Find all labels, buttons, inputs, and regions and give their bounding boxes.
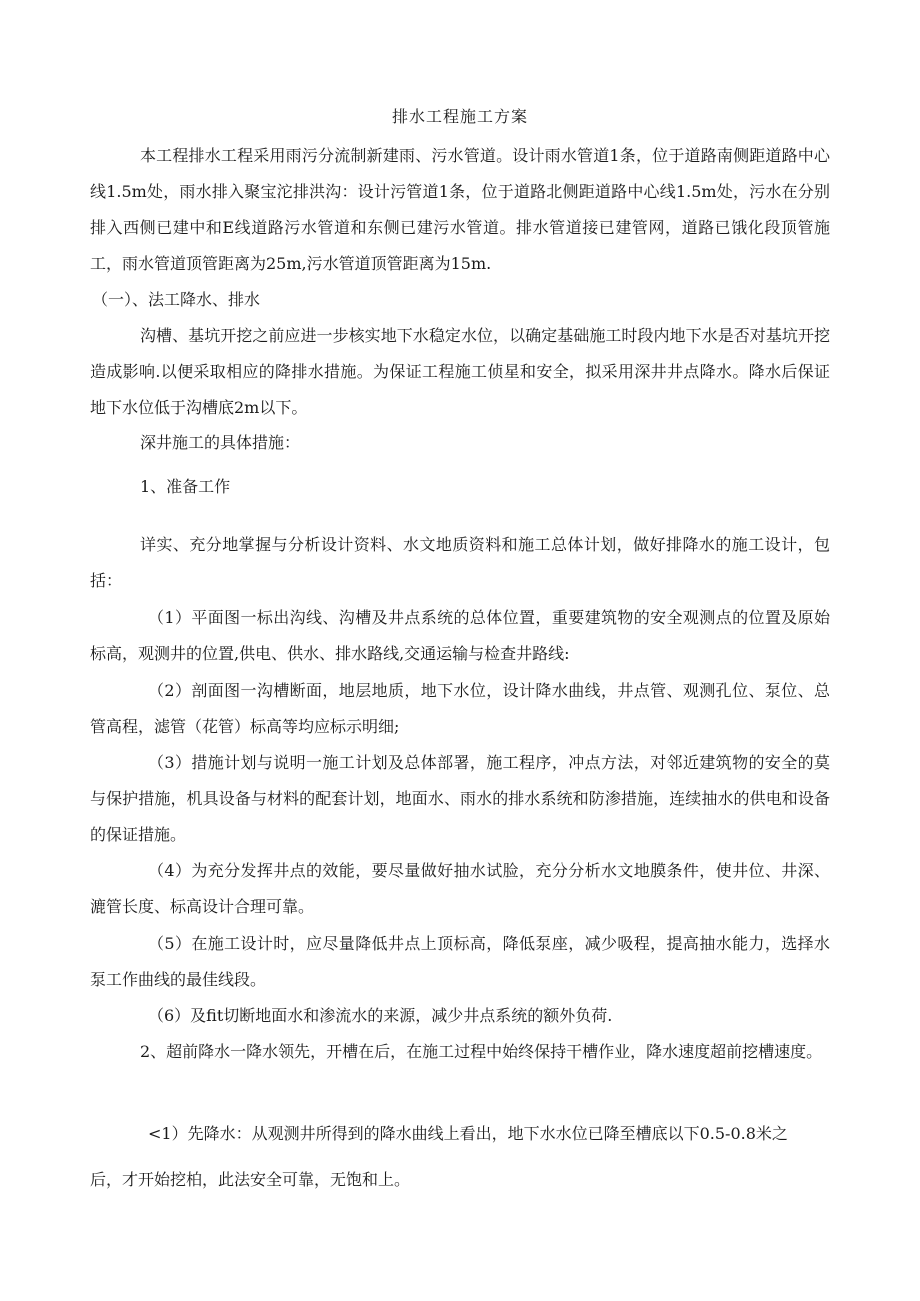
step2-item1-line2: 后，才开始挖柏，此法安全可靠，无饱和上。	[90, 1170, 411, 1189]
list-item: （5）在施工设计时，应尽量降低井点上顶标高，降低泵座，减少吸程，提高抽水能力，选择水泵工作曲线的最佳线段。	[90, 934, 830, 989]
step1-paragraph: 详实、充分地掌握与分析设计资料、水文地质资料和施工总体计划，做好排降水的施工设计，包括：	[90, 535, 830, 590]
deep-well-heading: 深井施工的具体措施：	[140, 433, 301, 452]
step2-paragraph: 2、超前降水一降水领先，开槽在后，在施工过程中始终保持干槽作业，降水速度超前挖槽速度。	[140, 1042, 823, 1061]
section1-paragraph: 沟槽、基坑开挖之前应进一步核实地下水稳定水位，以确定基础施工时段内地下水是否对基坑开挖造成影响.以便采取相应的降排水措施。为保证工程施工侦星和安全，拟采用深井井点降水。降水后保证地下水位低于沟槽底2m以下。	[90, 326, 830, 417]
list-item: （3）措施计划与说明一施工计划及总体部署，施工程序，冲点方法，对邻近建筑物的安全的莫与保护措施，机具设备与材料的配套计划，地面水、雨水的排水系统和防渗措施，连续抽水的供电和设备的保证措施。	[90, 753, 830, 844]
list-item: （6）及fit切断地面水和渗流水的来源，减少井点系统的额外负荷.	[148, 1006, 613, 1025]
document-title: 排水工程施工方案	[391, 107, 528, 126]
list-item: （2）剖面图一沟槽断面，地层地质，地下水位，设计降水曲线，井点管、观测孔位、泵位、总管高程，滤管（花管）标高等均应标示明细;	[90, 681, 830, 736]
step2-item1-line1: <1）先降水：从观测井所得到的降水曲线上看出，地下水水位已降至槽底以下0.5-0.8米之	[148, 1124, 788, 1143]
list-item: （1）平面图一标出沟线、沟槽及井点系统的总体位置，重要建筑物的安全观测点的位置及原始标高，观测井的位置,供电、供水、排水路线,交通运输与检查井路线:	[90, 608, 830, 663]
intro-paragraph: 本工程排水工程采用雨污分流制新建雨、污水管道。设计雨水管道1条，位于道路南侧距道路中心线1.5m处，雨水排入聚宝沱排洪沟：设计污管道1条，位于道路北侧距道路中心线1.5m处，污水在分别排入西侧已建中和E线道路污水管道和东侧已建污水管道。排水管道接已建管网，道路已饿化段顶管施工，雨水管道顶管距离为25m,污水管道顶管距离为15m.	[90, 146, 830, 273]
section-heading: （一）、法工降水、排水	[92, 290, 261, 309]
step1-heading: 1、准备工作	[140, 477, 231, 496]
list-item: （4）为充分发挥井点的效能，要尽量做好抽水试脸，充分分析水文地膜条件，使井位、井深、漉管长度、标高设计合理可靠。	[90, 861, 830, 916]
